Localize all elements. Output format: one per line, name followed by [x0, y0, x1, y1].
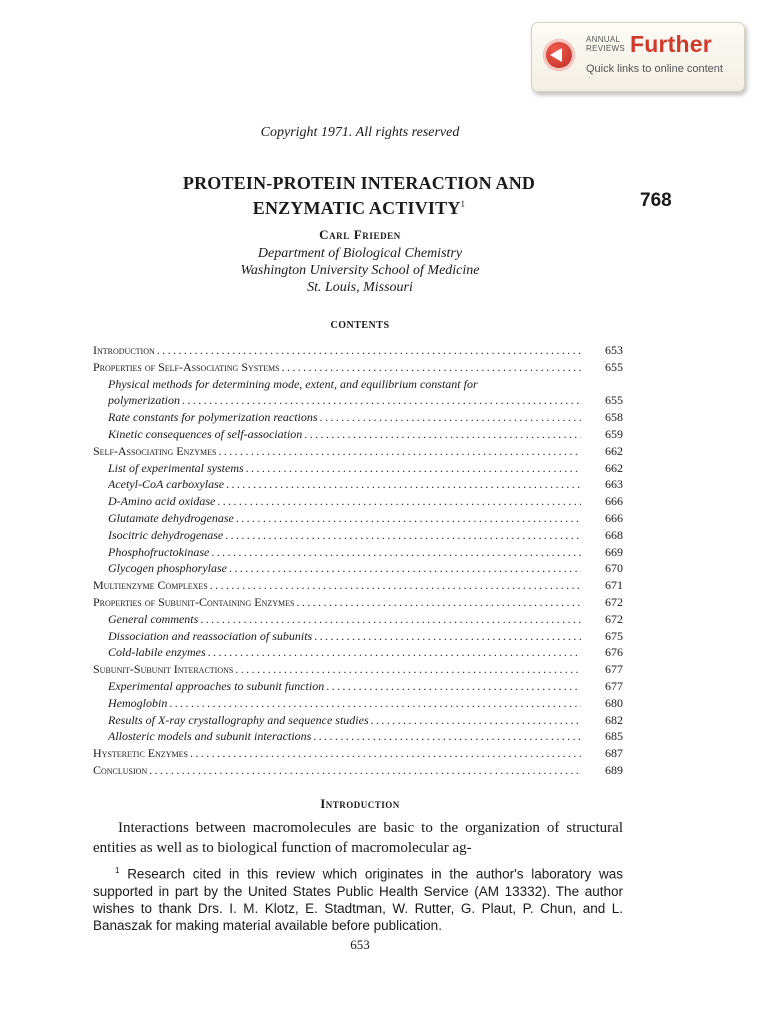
toc-entry-page: 672	[605, 594, 623, 609]
table-of-contents	[93, 342, 623, 779]
toc-entry	[93, 661, 623, 678]
toc-leader-dots	[218, 443, 581, 460]
toc-leader-dots	[225, 527, 581, 544]
toc-entry-page: 687	[605, 746, 623, 761]
title-line-2: ENZYMATIC ACTIVITY	[252, 198, 461, 218]
body-paragraph	[93, 818, 623, 858]
toc-entry	[93, 544, 623, 561]
toc-entry-label: Hemoglobin	[108, 695, 168, 710]
toc-entry-page: 676	[605, 645, 623, 660]
toc-entry	[93, 594, 623, 611]
toc-entry	[93, 476, 623, 493]
toc-entry-label: Rate constants for polymerization reactions	[108, 410, 318, 425]
toc-entry-label: Phosphofructokinase	[108, 544, 210, 559]
toc-leader-dots	[296, 594, 581, 611]
toc-entry-page: 680	[605, 695, 623, 710]
toc-entry-label: Physical methods for determining mode, extent, and equilibrium constant for	[108, 376, 478, 391]
toc-leader-dots	[236, 510, 581, 527]
toc-entry-page: 677	[605, 662, 623, 677]
toc-entry-label: Conclusion	[93, 762, 148, 777]
further-label: Further	[630, 31, 712, 57]
toc-leader-dots	[226, 476, 581, 493]
toc-entry-label: Allosteric models and subunit interactions	[108, 729, 312, 744]
toc-entry-page: 655	[605, 393, 623, 408]
further-tagline: Quick links to online content	[586, 63, 723, 75]
toc-leader-dots	[229, 560, 581, 577]
toc-entry	[93, 611, 623, 628]
toc-entry	[93, 527, 623, 544]
toc-entry	[93, 560, 623, 577]
toc-leader-dots	[282, 359, 581, 376]
toc-entry-label: Experimental approaches to subunit function	[108, 678, 325, 693]
toc-entry	[93, 443, 623, 460]
toc-entry-page: 669	[605, 544, 623, 559]
toc-entry	[93, 460, 623, 477]
toc-leader-dots	[314, 628, 581, 645]
title-line-1: PROTEIN-PROTEIN INTERACTION AND	[182, 173, 536, 193]
toc-entry	[93, 628, 623, 645]
toc-entry-label: Hysteretic Enzymes	[93, 746, 188, 761]
toc-entry-label: D-Amino acid oxidase	[108, 494, 216, 509]
toc-leader-dots	[217, 493, 581, 510]
toc-leader-dots	[208, 644, 581, 661]
toc-leader-dots	[169, 695, 581, 712]
article-title	[90, 173, 628, 219]
page-label: 768	[640, 190, 672, 211]
toc-entry-page: 666	[605, 494, 623, 509]
annual-reviews-further-link[interactable]	[531, 22, 745, 92]
toc-leader-dots	[149, 762, 581, 779]
toc-entry-page: 682	[605, 712, 623, 727]
toc-entry-label: Multienzyme Complexes	[93, 578, 208, 593]
toc-entry	[93, 762, 623, 779]
toc-entry-page: 662	[605, 443, 623, 458]
toc-entry-label: Acetyl-CoA carboxylase	[108, 477, 225, 492]
toc-entry-label: Introduction	[93, 343, 155, 357]
toc-entry-label: General comments	[108, 611, 199, 626]
toc-entry	[93, 409, 623, 426]
toc-leader-dots	[326, 678, 581, 695]
toc-entry-page: 677	[605, 678, 623, 693]
toc-leader-dots	[304, 426, 581, 443]
toc-entry-page: 672	[605, 611, 623, 626]
author-name: Carl Frieden	[319, 227, 401, 242]
toc-entry	[93, 510, 623, 527]
toc-entry-page: 675	[605, 628, 623, 643]
toc-entry-page: 671	[605, 578, 623, 593]
toc-entry	[93, 392, 623, 409]
back-arrow-icon	[543, 39, 575, 71]
toc-entry-label: Subunit-Subunit Interactions	[93, 662, 234, 677]
toc-entry-label: List of experimental systems	[108, 460, 244, 475]
toc-entry	[93, 342, 623, 359]
toc-entry	[93, 644, 623, 661]
footnote-text: Research cited in this review which originates in the author's laboratory was supported in part by the United States Public Health Service (AM 13332). The author wishes to thank Drs. I. M. Klotz, E. Stadtman, W. Rutter, G. Plaut, P. Chun, and L. Banaszak for making material available before publication.	[93, 866, 623, 933]
toc-leader-dots	[210, 577, 581, 594]
toc-leader-dots	[320, 409, 581, 426]
toc-leader-dots	[371, 712, 581, 729]
toc-leader-dots	[235, 661, 581, 678]
toc-entry-label: Self-Associating Enzymes	[93, 443, 217, 458]
toc-entry-label: Isocitric dehydrogenase	[108, 527, 224, 542]
toc-entry-label: Glutamate dehydrogenase	[108, 510, 234, 525]
toc-entry-page: 653	[605, 343, 623, 357]
toc-leader-dots	[200, 611, 581, 628]
toc-entry-page: 662	[605, 460, 623, 475]
toc-entry	[93, 426, 623, 443]
toc-entry	[93, 712, 623, 729]
toc-entry	[93, 493, 623, 510]
affiliation-department: Department of Biological Chemistry	[257, 246, 463, 261]
toc-entry-label: Properties of Self-Associating Systems	[93, 359, 280, 374]
toc-entry-page: 663	[605, 477, 623, 492]
toc-entry	[93, 359, 623, 376]
contents-heading: CONTENTS	[330, 320, 390, 331]
title-footnote-mark: 1	[460, 199, 466, 209]
toc-entry-page: 659	[605, 426, 623, 441]
toc-entry-page: 658	[605, 410, 623, 425]
toc-entry	[93, 577, 623, 594]
toc-entry-page: 666	[605, 510, 623, 525]
footnote-mark: 1	[115, 866, 120, 875]
toc-entry-label: Cold-labile enzymes	[108, 645, 206, 660]
page-number: 653	[350, 937, 370, 952]
toc-entry	[93, 728, 623, 745]
annual-reviews-logo-text: ANNUAL REVIEWS	[586, 35, 625, 53]
toc-entry-label: polymerization	[108, 393, 180, 408]
intro-paragraph-text: Interactions between macromolecules are basic to the organization of structural entities as well as to biological function of macromolecular ag-	[93, 820, 623, 856]
toc-entry-page: 689	[605, 762, 623, 777]
affiliation-institution: Washington University School of Medicine	[240, 263, 480, 278]
footnote	[93, 862, 623, 934]
copyright-notice: Copyright 1971. All rights reserved	[260, 125, 460, 140]
toc-entry-page: 670	[605, 561, 623, 576]
toc-entry-page: 655	[605, 359, 623, 374]
toc-entry-label: Kinetic consequences of self-association	[108, 426, 303, 441]
toc-leader-dots	[157, 342, 581, 359]
toc-entry	[93, 695, 623, 712]
toc-entry	[93, 376, 623, 393]
toc-leader-dots	[246, 460, 581, 477]
toc-entry-label: Glycogen phosphorylase	[108, 561, 227, 576]
affiliation-location: St. Louis, Missouri	[307, 280, 413, 295]
toc-entry	[93, 678, 623, 695]
toc-entry-label: Results of X-ray crystallography and sequence studies	[108, 712, 369, 727]
toc-leader-dots	[182, 392, 581, 409]
section-heading-introduction: Introduction	[320, 796, 400, 811]
toc-leader-dots	[313, 728, 581, 745]
toc-leader-dots	[211, 544, 581, 561]
toc-leader-dots	[190, 745, 581, 762]
toc-entry	[93, 745, 623, 762]
toc-entry-label: Dissociation and reassociation of subunits	[108, 628, 313, 643]
toc-entry-page: 668	[605, 527, 623, 542]
toc-entry-label: Properties of Subunit-Containing Enzymes	[93, 594, 295, 609]
toc-entry-page: 685	[605, 729, 623, 744]
